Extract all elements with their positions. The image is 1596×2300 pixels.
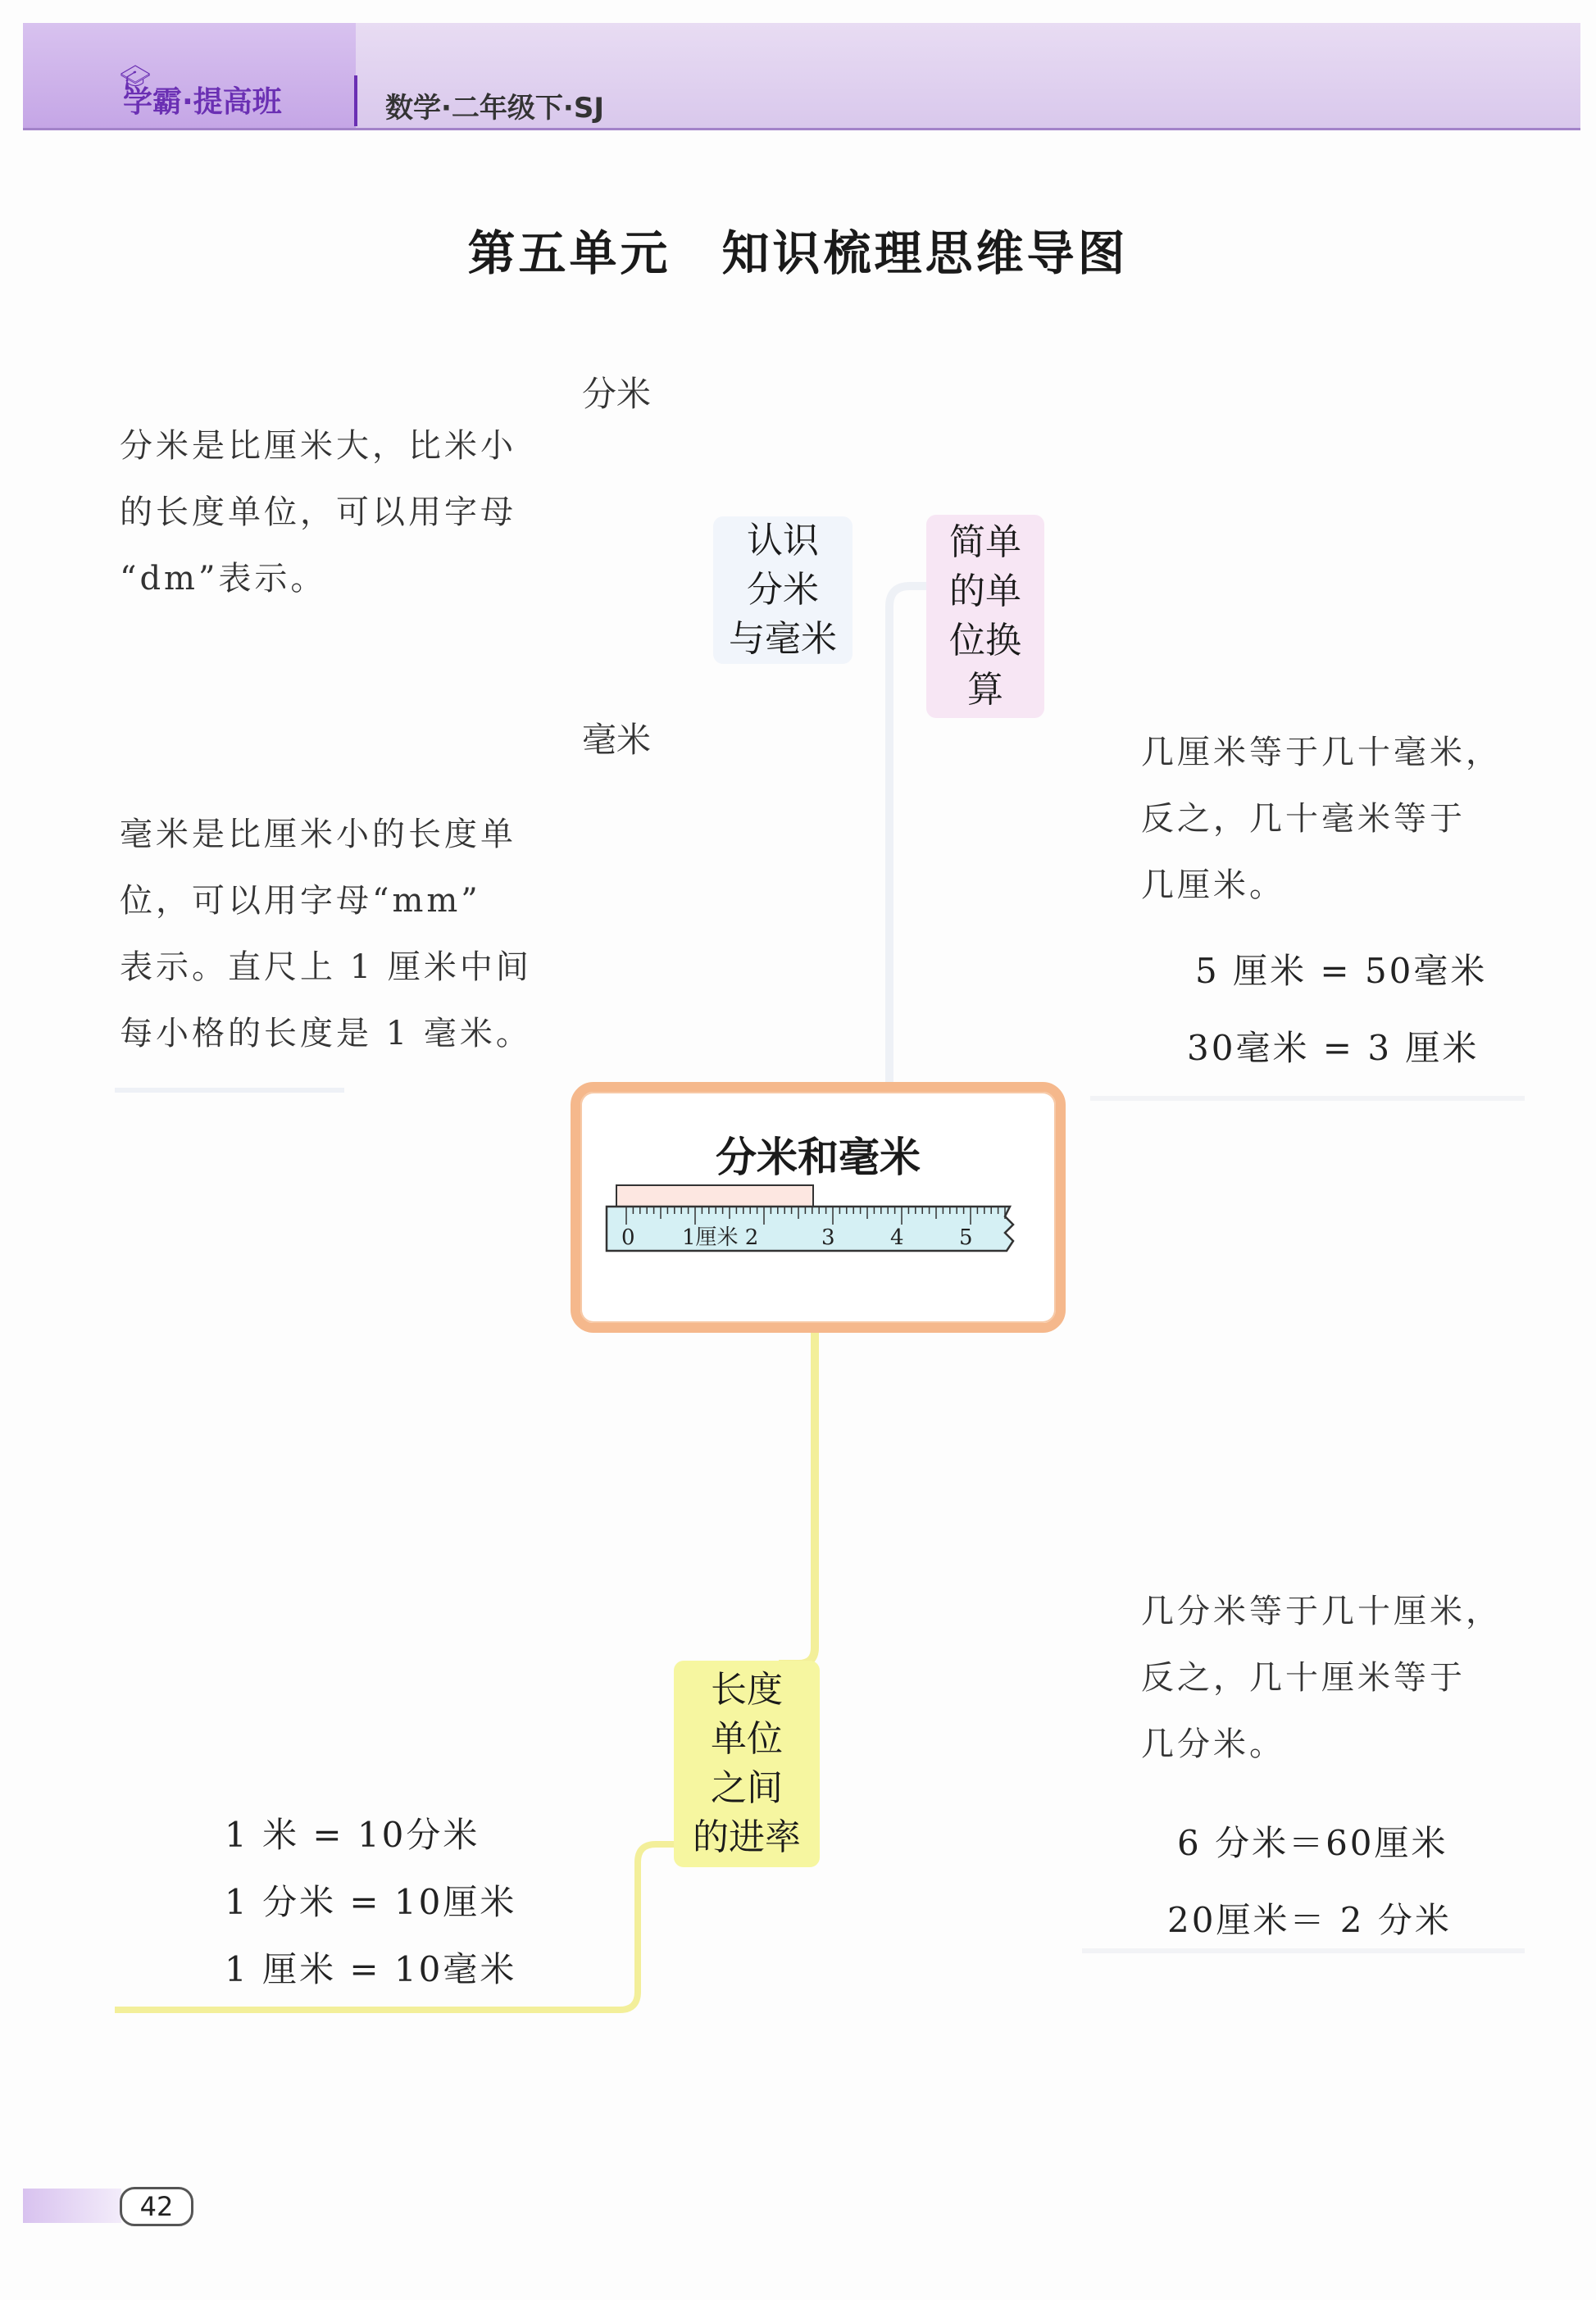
topic-line: 的单 bbox=[949, 570, 1021, 612]
text-line: 每小格的长度是 1 毫米。 bbox=[120, 1015, 532, 1052]
topic-recognize-dm-mm bbox=[713, 516, 853, 664]
text-line: 几分米等于几十厘米， bbox=[1141, 1593, 1502, 1630]
millimeter-description bbox=[120, 802, 595, 1067]
topic-line: 之间 bbox=[711, 1767, 783, 1809]
text-line: “dm”表示。 bbox=[120, 560, 327, 598]
graduation-cap-icon: 🎓︎ bbox=[120, 64, 152, 93]
ruler-illustration bbox=[592, 1177, 1034, 1275]
text-line: 位，可以用字母“mm” bbox=[120, 882, 481, 920]
topic-line: 算 bbox=[967, 669, 1003, 711]
topic-line: 位换 bbox=[949, 620, 1021, 661]
ruler-label: 0 bbox=[621, 1225, 635, 1250]
rate-centimeter-millimeter: 1 厘米 = 10毫米 bbox=[225, 1949, 517, 1989]
book-subject: 数学·二年级下·SJ bbox=[385, 92, 604, 125]
topic-simple-conversion bbox=[926, 515, 1044, 718]
millimeter-label: 毫米 bbox=[582, 720, 652, 760]
ruler-label: 5 bbox=[959, 1225, 973, 1250]
text-line: 的长度单位，可以用字母 bbox=[120, 493, 516, 531]
topic-line: 分米 bbox=[747, 569, 819, 611]
conversion-example-1: 5 厘米 = 50毫米 bbox=[1195, 951, 1488, 991]
rate-description bbox=[1141, 1579, 1584, 1778]
text-line: 几分米。 bbox=[1141, 1725, 1285, 1763]
topic-line: 与毫米 bbox=[729, 618, 837, 660]
brand-name: 学霸·提高班 bbox=[123, 85, 282, 119]
text-line: 毫米是比厘米小的长度单 bbox=[120, 816, 516, 853]
rate-meter-decimeter: 1 米 = 10分米 bbox=[225, 1815, 480, 1855]
decimeter-description bbox=[120, 413, 579, 612]
page-number-band bbox=[23, 2189, 121, 2223]
text-line: 几厘米。 bbox=[1141, 866, 1285, 904]
ruler-label: 1厘米 2 bbox=[682, 1225, 759, 1250]
conversion-description bbox=[1141, 720, 1584, 919]
center-title: 分米和毫米 bbox=[716, 1134, 921, 1181]
ruler-label: 3 bbox=[821, 1225, 835, 1250]
text-line: 分米是比厘米大，比米小 bbox=[120, 427, 516, 465]
topic-line: 长度 bbox=[711, 1669, 783, 1711]
ruler-object-bar bbox=[616, 1185, 813, 1208]
connector-to-rate bbox=[779, 1323, 815, 1664]
conversion-example-2: 30毫米 = 3 厘米 bbox=[1187, 1028, 1480, 1068]
topic-unit-rates bbox=[674, 1661, 820, 1867]
page-title: 第五单元 知识梳理思维导图 bbox=[467, 225, 1129, 281]
text-line: 反之，几十厘米等于 bbox=[1141, 1659, 1466, 1697]
center-node bbox=[571, 1082, 1066, 1333]
topic-line: 单位 bbox=[711, 1718, 783, 1760]
decimeter-label: 分米 bbox=[582, 374, 652, 414]
text-line: 表示。直尺上 1 厘米中间 bbox=[120, 948, 532, 986]
text-line: 反之，几十毫米等于 bbox=[1141, 800, 1466, 838]
topic-line: 的进率 bbox=[693, 1816, 801, 1858]
topic-line: 认识 bbox=[747, 520, 819, 561]
rate-example-1: 6 分米＝60厘米 bbox=[1177, 1823, 1448, 1863]
ruler-label: 4 bbox=[890, 1225, 904, 1250]
topic-line: 简单 bbox=[949, 521, 1021, 563]
connector-to-conversion bbox=[889, 586, 930, 1082]
rate-decimeter-centimeter: 1 分米 = 10厘米 bbox=[225, 1882, 517, 1922]
rate-example-2: 20厘米＝ 2 分米 bbox=[1167, 1900, 1452, 1940]
page-number: 42 bbox=[120, 2187, 193, 2226]
text-line: 几厘米等于几十毫米， bbox=[1141, 734, 1502, 771]
